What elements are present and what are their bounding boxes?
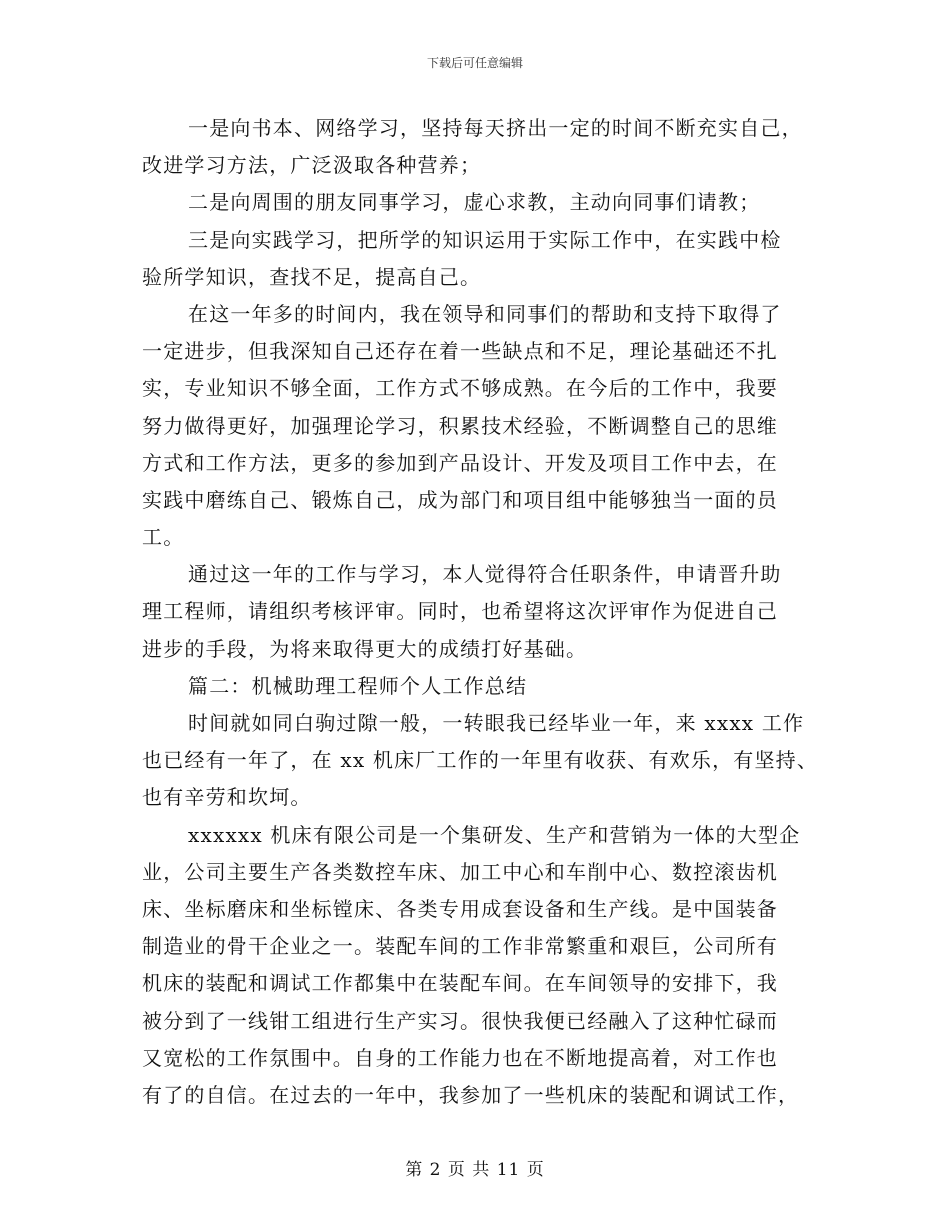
text-line: 实践中磨练自己、锻炼自己，成为部门和项目组中能够独当一面的员 (142, 487, 778, 512)
text-line: 有了的自信。在过去的一年中，我参加了一些机床的装配和调试工作， (142, 1082, 800, 1107)
text-line: 制造业的骨干企业之一。装配车间的工作非常繁重和艰巨，公司所有 (142, 934, 778, 959)
text-line: 被分到了一线钳工组进行生产实习。很快我便已经融入了这种忙碌而 (142, 1008, 778, 1033)
text-line: 理工程师，请组织考核评审。同时，也希望将这次评审作为促进自己 (142, 599, 778, 624)
text-line: 床、坐标磨床和坐标镗床、各类专用成套设备和生产线。是中国装备 (142, 896, 778, 921)
text-line: 在这一年多的时间内，我在领导和同事们的帮助和支持下取得了 (188, 301, 782, 326)
text-line: 时间就如同白驹过隙一般，一转眼我已经毕业一年，来 xxxx 工作 (188, 711, 805, 735)
text-line: 二是向周围的朋友同事学习，虚心求教，主动向同事们请教； (188, 190, 761, 215)
text-line: 验所学知识，查找不足，提高自己。 (142, 264, 482, 289)
text-line: 方式和工作方法，更多的参加到产品设计、开发及项目工作中去，在 (142, 450, 778, 475)
page-header-note: 下载后可任意编辑 (426, 56, 523, 70)
page-number-footer: 第 2 页 共 11 页 (405, 1160, 545, 1180)
text-line: 也有辛劳和坎坷。 (142, 785, 312, 810)
text-line: 一定进步，但我深知自己还存在着一些缺点和不足，理论基础还不扎 (142, 339, 778, 364)
text-line: 业，公司主要生产各类数控车床、加工中心和车削中心、数控滚齿机 (142, 859, 778, 884)
text-line: 篇二：机械助理工程师个人工作总结 (188, 673, 528, 698)
text-line: 实，专业知识不够全面，工作方式不够成熟。在今后的工作中，我要 (142, 376, 778, 401)
text-line: 一是向书本、网络学习，坚持每天挤出一定的时间不断充实自己， (188, 116, 803, 140)
text-line: 改进学习方法，广泛汲取各种营养； (142, 153, 482, 178)
text-line: xxxxxx 机床有限公司是一个集研发、生产和营销为一体的大型企 (188, 822, 801, 847)
text-line: 又宽松的工作氛围中。自身的工作能力也在不断地提高着，对工作也 (142, 1045, 778, 1070)
text-line: 机床的装配和调试工作都集中在装配车间。在车间领导的安排下，我 (142, 971, 778, 996)
text-line: 三是向实践学习，把所学的知识运用于实际工作中，在实践中检 (188, 227, 782, 252)
document-body (142, 110, 819, 1114)
text-line: 也已经有一年了，在 xx 机床厂工作的一年里有收获、有欢乐，有坚持、 (142, 748, 819, 773)
text-line: 通过这一年的工作与学习，本人觉得符合任职条件，申请晋升助 (188, 562, 782, 587)
text-line: 工。 (142, 525, 185, 550)
text-line: 进步的手段，为将来取得更大的成绩打好基础。 (142, 636, 588, 661)
text-line: 努力做得更好，加强理论学习，积累技术经验，不断调整自己的思维 (142, 413, 778, 438)
